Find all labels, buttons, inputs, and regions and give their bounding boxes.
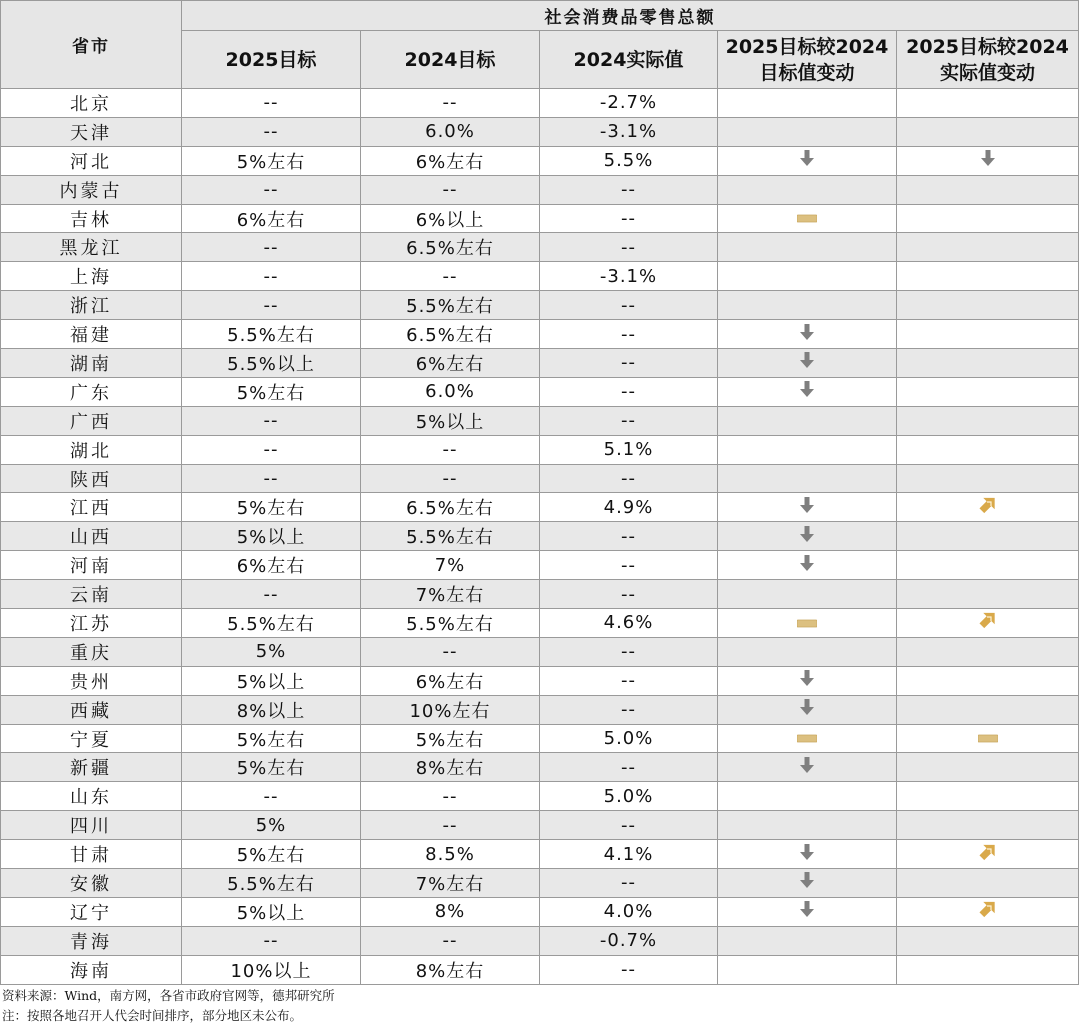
change-vs-target-cell bbox=[718, 377, 897, 406]
table-row bbox=[1, 406, 1079, 435]
table-body bbox=[1, 89, 1079, 985]
actual-2024-cell: -- bbox=[540, 580, 718, 609]
province-cell: 广西 bbox=[1, 406, 182, 435]
province-cell: 湖南 bbox=[1, 349, 182, 378]
change-vs-target-cell bbox=[718, 291, 897, 320]
province-cell: 河北 bbox=[1, 146, 182, 175]
target-2024-cell: 8%左右 bbox=[361, 955, 540, 984]
province-cell: 云南 bbox=[1, 580, 182, 609]
target-2025-cell: 5%以上 bbox=[182, 522, 361, 551]
target-2024-cell: 10%左右 bbox=[361, 695, 540, 724]
actual-2024-cell: 5.0% bbox=[540, 782, 718, 811]
arrow-down-icon bbox=[798, 149, 816, 172]
table-row bbox=[1, 349, 1079, 378]
target-2024-cell: 6%左右 bbox=[361, 146, 540, 175]
table-row bbox=[1, 89, 1079, 118]
actual-2024-cell: 4.9% bbox=[540, 493, 718, 522]
target-2025-cell: 5%左右 bbox=[182, 377, 361, 406]
target-2024-cell: -- bbox=[361, 262, 540, 291]
province-cell: 陕西 bbox=[1, 464, 182, 493]
target-2024-cell: 5.5%左右 bbox=[361, 609, 540, 638]
target-2024-cell: 8%左右 bbox=[361, 753, 540, 782]
actual-2024-cell: -- bbox=[540, 406, 718, 435]
province-cell: 内蒙古 bbox=[1, 175, 182, 204]
actual-2024-cell: -- bbox=[540, 320, 718, 349]
flat-dash-icon bbox=[797, 613, 817, 634]
actual-2024-cell: -- bbox=[540, 695, 718, 724]
province-cell: 天津 bbox=[1, 117, 182, 146]
change-vs-actual-cell bbox=[897, 695, 1079, 724]
table-row bbox=[1, 522, 1079, 551]
change-vs-actual-cell bbox=[897, 349, 1079, 378]
province-cell: 四川 bbox=[1, 811, 182, 840]
change-vs-actual-cell bbox=[897, 811, 1079, 840]
target-2024-cell: -- bbox=[361, 637, 540, 666]
change-vs-target-cell bbox=[718, 724, 897, 753]
target-2025-cell: 5.5%以上 bbox=[182, 349, 361, 378]
actual-2024-cell: -- bbox=[540, 522, 718, 551]
table-row bbox=[1, 926, 1079, 955]
table-row bbox=[1, 897, 1079, 926]
arrow-up-right-icon bbox=[979, 496, 997, 519]
actual-2024-cell: 4.1% bbox=[540, 840, 718, 869]
header-target-2024: 2024目标 bbox=[361, 31, 540, 89]
target-2025-cell: 5.5%左右 bbox=[182, 869, 361, 898]
province-cell: 宁夏 bbox=[1, 724, 182, 753]
change-vs-target-cell bbox=[718, 637, 897, 666]
change-vs-target-cell bbox=[718, 262, 897, 291]
target-2025-cell: 5%左右 bbox=[182, 493, 361, 522]
change-vs-target-cell bbox=[718, 320, 897, 349]
table-row bbox=[1, 320, 1079, 349]
table-row bbox=[1, 464, 1079, 493]
target-2025-cell: 5%左右 bbox=[182, 146, 361, 175]
actual-2024-cell: -- bbox=[540, 753, 718, 782]
actual-2024-cell: -3.1% bbox=[540, 117, 718, 146]
change-vs-target-cell bbox=[718, 926, 897, 955]
change-vs-target-cell bbox=[718, 551, 897, 580]
change-vs-actual-cell bbox=[897, 117, 1079, 146]
change-vs-actual-cell bbox=[897, 782, 1079, 811]
change-vs-actual-cell bbox=[897, 666, 1079, 695]
target-2024-cell: 6.0% bbox=[361, 117, 540, 146]
change-vs-actual-cell bbox=[897, 146, 1079, 175]
province-cell: 福建 bbox=[1, 320, 182, 349]
target-2025-cell: -- bbox=[182, 175, 361, 204]
change-vs-actual-cell bbox=[897, 233, 1079, 262]
table-row bbox=[1, 233, 1079, 262]
table-row bbox=[1, 204, 1079, 233]
header-change-vs-actual-line1: 2025目标较2024 bbox=[906, 35, 1069, 58]
province-cell: 西藏 bbox=[1, 695, 182, 724]
arrow-down-icon bbox=[798, 669, 816, 692]
table-row bbox=[1, 609, 1079, 638]
province-cell: 甘肃 bbox=[1, 840, 182, 869]
change-vs-target-cell bbox=[718, 175, 897, 204]
target-2024-cell: 6%左右 bbox=[361, 349, 540, 378]
change-vs-target-cell bbox=[718, 695, 897, 724]
table-row bbox=[1, 493, 1079, 522]
actual-2024-cell: -- bbox=[540, 551, 718, 580]
table-row bbox=[1, 811, 1079, 840]
change-vs-actual-cell bbox=[897, 522, 1079, 551]
target-2025-cell: -- bbox=[182, 406, 361, 435]
change-vs-actual-cell bbox=[897, 897, 1079, 926]
target-2025-cell: 5%左右 bbox=[182, 753, 361, 782]
source-note: 资料来源：Wind，南方网，各省市政府官网等，德邦研究所 bbox=[2, 988, 335, 1003]
target-2024-cell: -- bbox=[361, 811, 540, 840]
change-vs-target-cell bbox=[718, 435, 897, 464]
change-vs-actual-cell bbox=[897, 493, 1079, 522]
target-2024-cell: 5.5%左右 bbox=[361, 522, 540, 551]
change-vs-actual-cell bbox=[897, 377, 1079, 406]
target-2025-cell: -- bbox=[182, 580, 361, 609]
header-actual-2024: 2024实际值 bbox=[540, 31, 718, 89]
target-2024-cell: -- bbox=[361, 464, 540, 493]
change-vs-actual-cell bbox=[897, 955, 1079, 984]
table-row bbox=[1, 291, 1079, 320]
ordering-note: 注：按照各地召开人代会时间排序，部分地区未公布。 bbox=[2, 1008, 303, 1023]
target-2024-cell: -- bbox=[361, 435, 540, 464]
actual-2024-cell: -- bbox=[540, 666, 718, 695]
table-row bbox=[1, 146, 1079, 175]
province-cell: 黑龙江 bbox=[1, 233, 182, 262]
target-2025-cell: 6%左右 bbox=[182, 551, 361, 580]
target-2025-cell: 5% bbox=[182, 811, 361, 840]
province-cell: 湖北 bbox=[1, 435, 182, 464]
target-2025-cell: 5%以上 bbox=[182, 666, 361, 695]
table-row bbox=[1, 175, 1079, 204]
target-2025-cell: 8%以上 bbox=[182, 695, 361, 724]
actual-2024-cell: 5.1% bbox=[540, 435, 718, 464]
actual-2024-cell: -- bbox=[540, 955, 718, 984]
change-vs-actual-cell bbox=[897, 753, 1079, 782]
province-cell: 广东 bbox=[1, 377, 182, 406]
target-2024-cell: -- bbox=[361, 175, 540, 204]
table-row bbox=[1, 637, 1079, 666]
target-2024-cell: 7%左右 bbox=[361, 580, 540, 609]
header-province: 省市 bbox=[1, 1, 182, 89]
arrow-down-icon bbox=[798, 380, 816, 403]
change-vs-target-cell bbox=[718, 609, 897, 638]
change-vs-actual-cell bbox=[897, 406, 1079, 435]
target-2024-cell: 8% bbox=[361, 897, 540, 926]
target-2024-cell: 5%左右 bbox=[361, 724, 540, 753]
change-vs-target-cell bbox=[718, 811, 897, 840]
target-2025-cell: -- bbox=[182, 782, 361, 811]
change-vs-actual-cell bbox=[897, 89, 1079, 118]
table-header bbox=[1, 1, 1079, 89]
change-vs-target-cell bbox=[718, 522, 897, 551]
actual-2024-cell: -2.7% bbox=[540, 89, 718, 118]
change-vs-target-cell bbox=[718, 493, 897, 522]
change-vs-target-cell bbox=[718, 580, 897, 609]
actual-2024-cell: -- bbox=[540, 811, 718, 840]
actual-2024-cell: -- bbox=[540, 637, 718, 666]
province-cell: 江西 bbox=[1, 493, 182, 522]
province-cell: 青海 bbox=[1, 926, 182, 955]
table-row bbox=[1, 551, 1079, 580]
header-group-title: 社会消费品零售总额 bbox=[182, 1, 1079, 31]
change-vs-actual-cell bbox=[897, 609, 1079, 638]
flat-dash-icon bbox=[797, 728, 817, 749]
target-2025-cell: -- bbox=[182, 291, 361, 320]
change-vs-target-cell bbox=[718, 840, 897, 869]
target-2024-cell: 5.5%左右 bbox=[361, 291, 540, 320]
change-vs-actual-cell bbox=[897, 637, 1079, 666]
change-vs-target-cell bbox=[718, 204, 897, 233]
target-2024-cell: 6%左右 bbox=[361, 666, 540, 695]
target-2024-cell: 6.5%左右 bbox=[361, 493, 540, 522]
target-2025-cell: -- bbox=[182, 464, 361, 493]
change-vs-actual-cell bbox=[897, 435, 1079, 464]
change-vs-actual-cell bbox=[897, 840, 1079, 869]
province-cell: 安徽 bbox=[1, 869, 182, 898]
actual-2024-cell: -3.1% bbox=[540, 262, 718, 291]
change-vs-target-cell bbox=[718, 117, 897, 146]
header-change-vs-target bbox=[718, 31, 897, 89]
target-2024-cell: -- bbox=[361, 926, 540, 955]
province-cell: 辽宁 bbox=[1, 897, 182, 926]
target-2024-cell: 6.5%左右 bbox=[361, 320, 540, 349]
target-2025-cell: -- bbox=[182, 233, 361, 262]
target-2024-cell: 7% bbox=[361, 551, 540, 580]
actual-2024-cell: -- bbox=[540, 377, 718, 406]
actual-2024-cell: -- bbox=[540, 204, 718, 233]
province-cell: 重庆 bbox=[1, 637, 182, 666]
province-cell: 贵州 bbox=[1, 666, 182, 695]
change-vs-target-cell bbox=[718, 349, 897, 378]
target-2025-cell: 5%左右 bbox=[182, 840, 361, 869]
actual-2024-cell: 4.0% bbox=[540, 897, 718, 926]
target-2025-cell: 5% bbox=[182, 637, 361, 666]
target-2025-cell: 6%左右 bbox=[182, 204, 361, 233]
actual-2024-cell: -- bbox=[540, 349, 718, 378]
target-2024-cell: 6%以上 bbox=[361, 204, 540, 233]
change-vs-actual-cell bbox=[897, 320, 1079, 349]
table-row bbox=[1, 262, 1079, 291]
table-row bbox=[1, 869, 1079, 898]
change-vs-actual-cell bbox=[897, 551, 1079, 580]
target-2025-cell: -- bbox=[182, 926, 361, 955]
arrow-down-icon bbox=[798, 496, 816, 519]
change-vs-target-cell bbox=[718, 406, 897, 435]
arrow-down-icon bbox=[798, 871, 816, 894]
arrow-up-right-icon bbox=[979, 900, 997, 923]
province-cell: 吉林 bbox=[1, 204, 182, 233]
target-2025-cell: 5%以上 bbox=[182, 897, 361, 926]
change-vs-target-cell bbox=[718, 146, 897, 175]
header-change-vs-actual bbox=[897, 31, 1079, 89]
arrow-down-icon bbox=[798, 554, 816, 577]
change-vs-actual-cell bbox=[897, 291, 1079, 320]
change-vs-target-cell bbox=[718, 897, 897, 926]
actual-2024-cell: -0.7% bbox=[540, 926, 718, 955]
target-2024-cell: 5%以上 bbox=[361, 406, 540, 435]
change-vs-target-cell bbox=[718, 869, 897, 898]
change-vs-actual-cell bbox=[897, 464, 1079, 493]
change-vs-target-cell bbox=[718, 955, 897, 984]
actual-2024-cell: 5.0% bbox=[540, 724, 718, 753]
target-2024-cell: 6.5%左右 bbox=[361, 233, 540, 262]
province-cell: 海南 bbox=[1, 955, 182, 984]
province-cell: 河南 bbox=[1, 551, 182, 580]
target-2025-cell: 5%左右 bbox=[182, 724, 361, 753]
footnotes bbox=[2, 986, 335, 1026]
target-2024-cell: -- bbox=[361, 782, 540, 811]
change-vs-target-cell bbox=[718, 666, 897, 695]
change-vs-target-cell bbox=[718, 782, 897, 811]
actual-2024-cell: -- bbox=[540, 233, 718, 262]
change-vs-target-cell bbox=[718, 89, 897, 118]
province-cell: 上海 bbox=[1, 262, 182, 291]
target-2025-cell: 5.5%左右 bbox=[182, 609, 361, 638]
change-vs-actual-cell bbox=[897, 580, 1079, 609]
actual-2024-cell: 5.5% bbox=[540, 146, 718, 175]
change-vs-actual-cell bbox=[897, 204, 1079, 233]
target-2025-cell: -- bbox=[182, 89, 361, 118]
table-row bbox=[1, 955, 1079, 984]
change-vs-target-cell bbox=[718, 464, 897, 493]
target-2024-cell: 8.5% bbox=[361, 840, 540, 869]
target-2025-cell: -- bbox=[182, 435, 361, 464]
province-cell: 江苏 bbox=[1, 609, 182, 638]
table-row bbox=[1, 117, 1079, 146]
arrow-down-icon bbox=[798, 698, 816, 721]
table-row bbox=[1, 695, 1079, 724]
flat-dash-icon bbox=[797, 208, 817, 229]
arrow-up-right-icon bbox=[979, 611, 997, 634]
table-row bbox=[1, 782, 1079, 811]
target-2024-cell: 7%左右 bbox=[361, 869, 540, 898]
change-vs-actual-cell bbox=[897, 262, 1079, 291]
province-cell: 浙江 bbox=[1, 291, 182, 320]
table-row bbox=[1, 753, 1079, 782]
target-2024-cell: -- bbox=[361, 89, 540, 118]
table-row bbox=[1, 377, 1079, 406]
actual-2024-cell: -- bbox=[540, 464, 718, 493]
change-vs-actual-cell bbox=[897, 175, 1079, 204]
target-2025-cell: -- bbox=[182, 117, 361, 146]
arrow-down-icon bbox=[979, 149, 997, 172]
table-row bbox=[1, 840, 1079, 869]
header-change-vs-target-line1: 2025目标较2024 bbox=[725, 35, 889, 58]
actual-2024-cell: -- bbox=[540, 175, 718, 204]
actual-2024-cell: -- bbox=[540, 869, 718, 898]
arrow-down-icon bbox=[798, 756, 816, 779]
table-row bbox=[1, 666, 1079, 695]
change-vs-target-cell bbox=[718, 233, 897, 262]
arrow-down-icon bbox=[798, 323, 816, 346]
arrow-up-right-icon bbox=[979, 843, 997, 866]
actual-2024-cell: 4.6% bbox=[540, 609, 718, 638]
header-target-2025: 2025目标 bbox=[182, 31, 361, 89]
change-vs-actual-cell bbox=[897, 724, 1079, 753]
flat-dash-icon bbox=[978, 728, 998, 749]
province-cell: 北京 bbox=[1, 89, 182, 118]
arrow-down-icon bbox=[798, 900, 816, 923]
target-2025-cell: 10%以上 bbox=[182, 955, 361, 984]
table-row bbox=[1, 580, 1079, 609]
change-vs-actual-cell bbox=[897, 926, 1079, 955]
table-row bbox=[1, 724, 1079, 753]
arrow-down-icon bbox=[798, 351, 816, 374]
header-change-vs-target-line2: 目标值变动 bbox=[759, 61, 855, 84]
province-cell: 山东 bbox=[1, 782, 182, 811]
actual-2024-cell: -- bbox=[540, 291, 718, 320]
target-2025-cell: -- bbox=[182, 262, 361, 291]
arrow-down-icon bbox=[798, 843, 816, 866]
table-row bbox=[1, 435, 1079, 464]
target-2024-cell: 6.0% bbox=[361, 377, 540, 406]
province-cell: 山西 bbox=[1, 522, 182, 551]
province-cell: 新疆 bbox=[1, 753, 182, 782]
change-vs-actual-cell bbox=[897, 869, 1079, 898]
change-vs-target-cell bbox=[718, 753, 897, 782]
header-change-vs-actual-line2: 实际值变动 bbox=[940, 61, 1036, 84]
target-2025-cell: 5.5%左右 bbox=[182, 320, 361, 349]
arrow-down-icon bbox=[798, 525, 816, 548]
